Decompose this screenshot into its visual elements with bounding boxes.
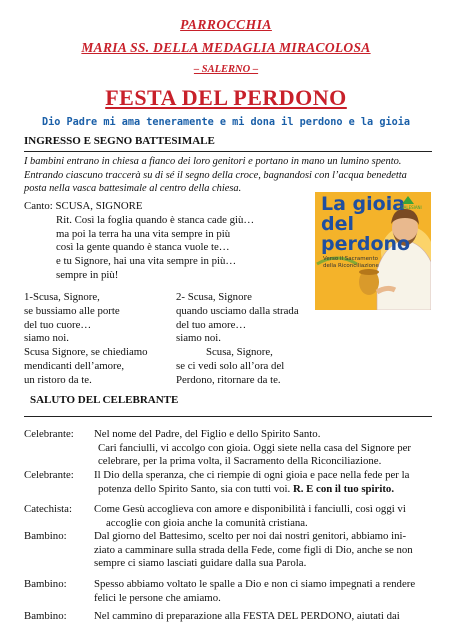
dialogue-line: Nel nome del Padre, del Figlio e dello Spirito Santo. <box>94 428 321 440</box>
verse-line: un ristoro da te. <box>24 373 92 386</box>
page-title: FESTA DEL PERDONO <box>105 85 347 110</box>
dialogue-line: ziato a camminare sulla strada della Fede, come figli di Dio, anche se non <box>94 543 413 556</box>
speaker-label: Bambino: <box>24 578 67 590</box>
verse-line: se bussiamo alle porte <box>24 304 120 317</box>
dialogue-celebrant-1 <box>24 428 434 469</box>
refrain-line: così la gente quando è stanca vuole te… <box>56 241 230 254</box>
parish-name: MARIA SS. DELLA MEDAGLIA MIRACOLOSA <box>81 40 371 55</box>
song-verse-2 <box>176 291 299 388</box>
refrain-line: sempre in più! <box>56 268 119 281</box>
dialogue-line: Il Dio della speranza, che ci riempie di ogni gioia e pace nella fede per la <box>94 469 410 481</box>
dialogue-child-2 <box>24 578 434 605</box>
song-refrain <box>24 200 254 283</box>
verse-line: Perdono, ritornare da te. <box>176 373 281 386</box>
section-heading-saluto: SALUTO DEL CELEBRANTE <box>30 394 179 406</box>
intro-instructions <box>24 155 434 196</box>
dialogue-line: potenza dello Spirito Santo, sia con tutti voi. <box>98 482 291 495</box>
publisher-name: SALESIANI <box>401 205 422 210</box>
assembly-response: R. E con il tuo spirito. <box>292 482 395 495</box>
song-title: Canto: SCUSA, SIGNORE <box>24 200 143 212</box>
section-divider <box>24 416 432 417</box>
intro-line: Entrando ciascuno traccerà su di sé il segno della croce, bagnandosi con l’acqua benedetta <box>24 169 407 181</box>
verse-line: se ci vedi solo all’ora del <box>176 359 285 372</box>
dialogue-line: accoglie con gioia anche la comunità cristiana. <box>106 516 308 529</box>
speaker-label: Celebrante: <box>24 428 74 440</box>
verse-line: 1-Scusa, Signore, <box>24 291 100 303</box>
intro-line: I bambini entrano in chiesa a fianco dei loro genitori e portano in mano un lumino spento. <box>24 156 402 167</box>
verse-line: siamo noi. <box>24 332 69 345</box>
verse-line: mendicanti dell’amore, <box>24 359 125 372</box>
verse-line: del tuo cuore… <box>24 318 92 331</box>
speaker-label: Bambino: <box>24 610 67 622</box>
refrain-line: e tu Signore, hai una vita sempre in più… <box>56 255 237 268</box>
book-caption: della Riconciliazione <box>323 263 379 269</box>
dialogue-celebrant-2 <box>24 469 434 496</box>
publisher-logo <box>401 195 421 211</box>
song-verse-1 <box>24 291 148 388</box>
speaker-label: Catechista: <box>24 503 72 515</box>
section-divider <box>24 151 432 152</box>
dialogue-child-3 <box>24 610 434 624</box>
section-heading-ingresso: INGRESSO E SEGNO BATTESIMALE <box>24 135 215 147</box>
dialogue-catechist <box>24 503 434 530</box>
dialogue-line: Nel cammino di preparazione alla FESTA DEL PERDONO, aiutati dai <box>94 610 400 622</box>
parish-label: PARROCCHIA <box>180 17 272 32</box>
page-subtitle: Dio Padre mi ama teneramente e mi dona il perdono e la gioia <box>41 117 410 128</box>
intro-line: posta nella vasca battesimale al centro della chiesa. <box>24 183 242 194</box>
book-title-line: La gioia <box>321 193 406 215</box>
refrain-line: ma poi la terra ha una vita sempre in più <box>56 227 231 240</box>
book-caption: Verso il Sacramento <box>323 256 379 262</box>
verse-line: quando usciamo dalla strada <box>176 304 299 317</box>
book-title-line: perdono <box>321 233 411 255</box>
verse-line: Scusa, Signore, <box>206 346 273 359</box>
parish-city: – SALERNO – <box>193 64 259 75</box>
dialogue-child-1 <box>24 530 434 571</box>
dialogue-line: Spesso abbiamo voltato le spalle a Dio e non ci siamo impegnati a rendere <box>94 578 416 590</box>
speaker-label: Celebrante: <box>24 469 74 481</box>
dialogue-line: celebrare, per la prima volta, il Sacramento della Riconciliazione. <box>98 455 382 468</box>
book-title-line: del <box>321 213 354 235</box>
book-cover-image <box>315 192 431 310</box>
verse-line: siamo noi. <box>176 332 221 345</box>
refrain-line: Rit. Così la foglia quando è stanca cade giù… <box>56 213 255 226</box>
dialogue-line: Dal giorno del Battesimo, scelto per noi dai nostri genitori, abbiamo ini- <box>94 530 407 542</box>
dialogue-line: Cari fanciulli, vi accolgo con gioia. Oggi siete nella casa del Signore per <box>98 441 412 454</box>
verse-line: 2- Scusa, Signore <box>176 291 252 303</box>
speaker-label: Bambino: <box>24 530 67 542</box>
verse-line: Scusa Signore, se chiediamo <box>24 346 148 359</box>
dialogue-line: Come Gesù accoglieva con amore e disponibilità i fanciulli, così oggi vi <box>94 503 406 515</box>
dialogue-line: felici le persone che amiamo. <box>94 591 221 604</box>
dialogue-line: sempre ci siamo lasciati guidare dalla sua Parola. <box>94 557 307 570</box>
verse-line: del tuo amore… <box>176 318 247 331</box>
